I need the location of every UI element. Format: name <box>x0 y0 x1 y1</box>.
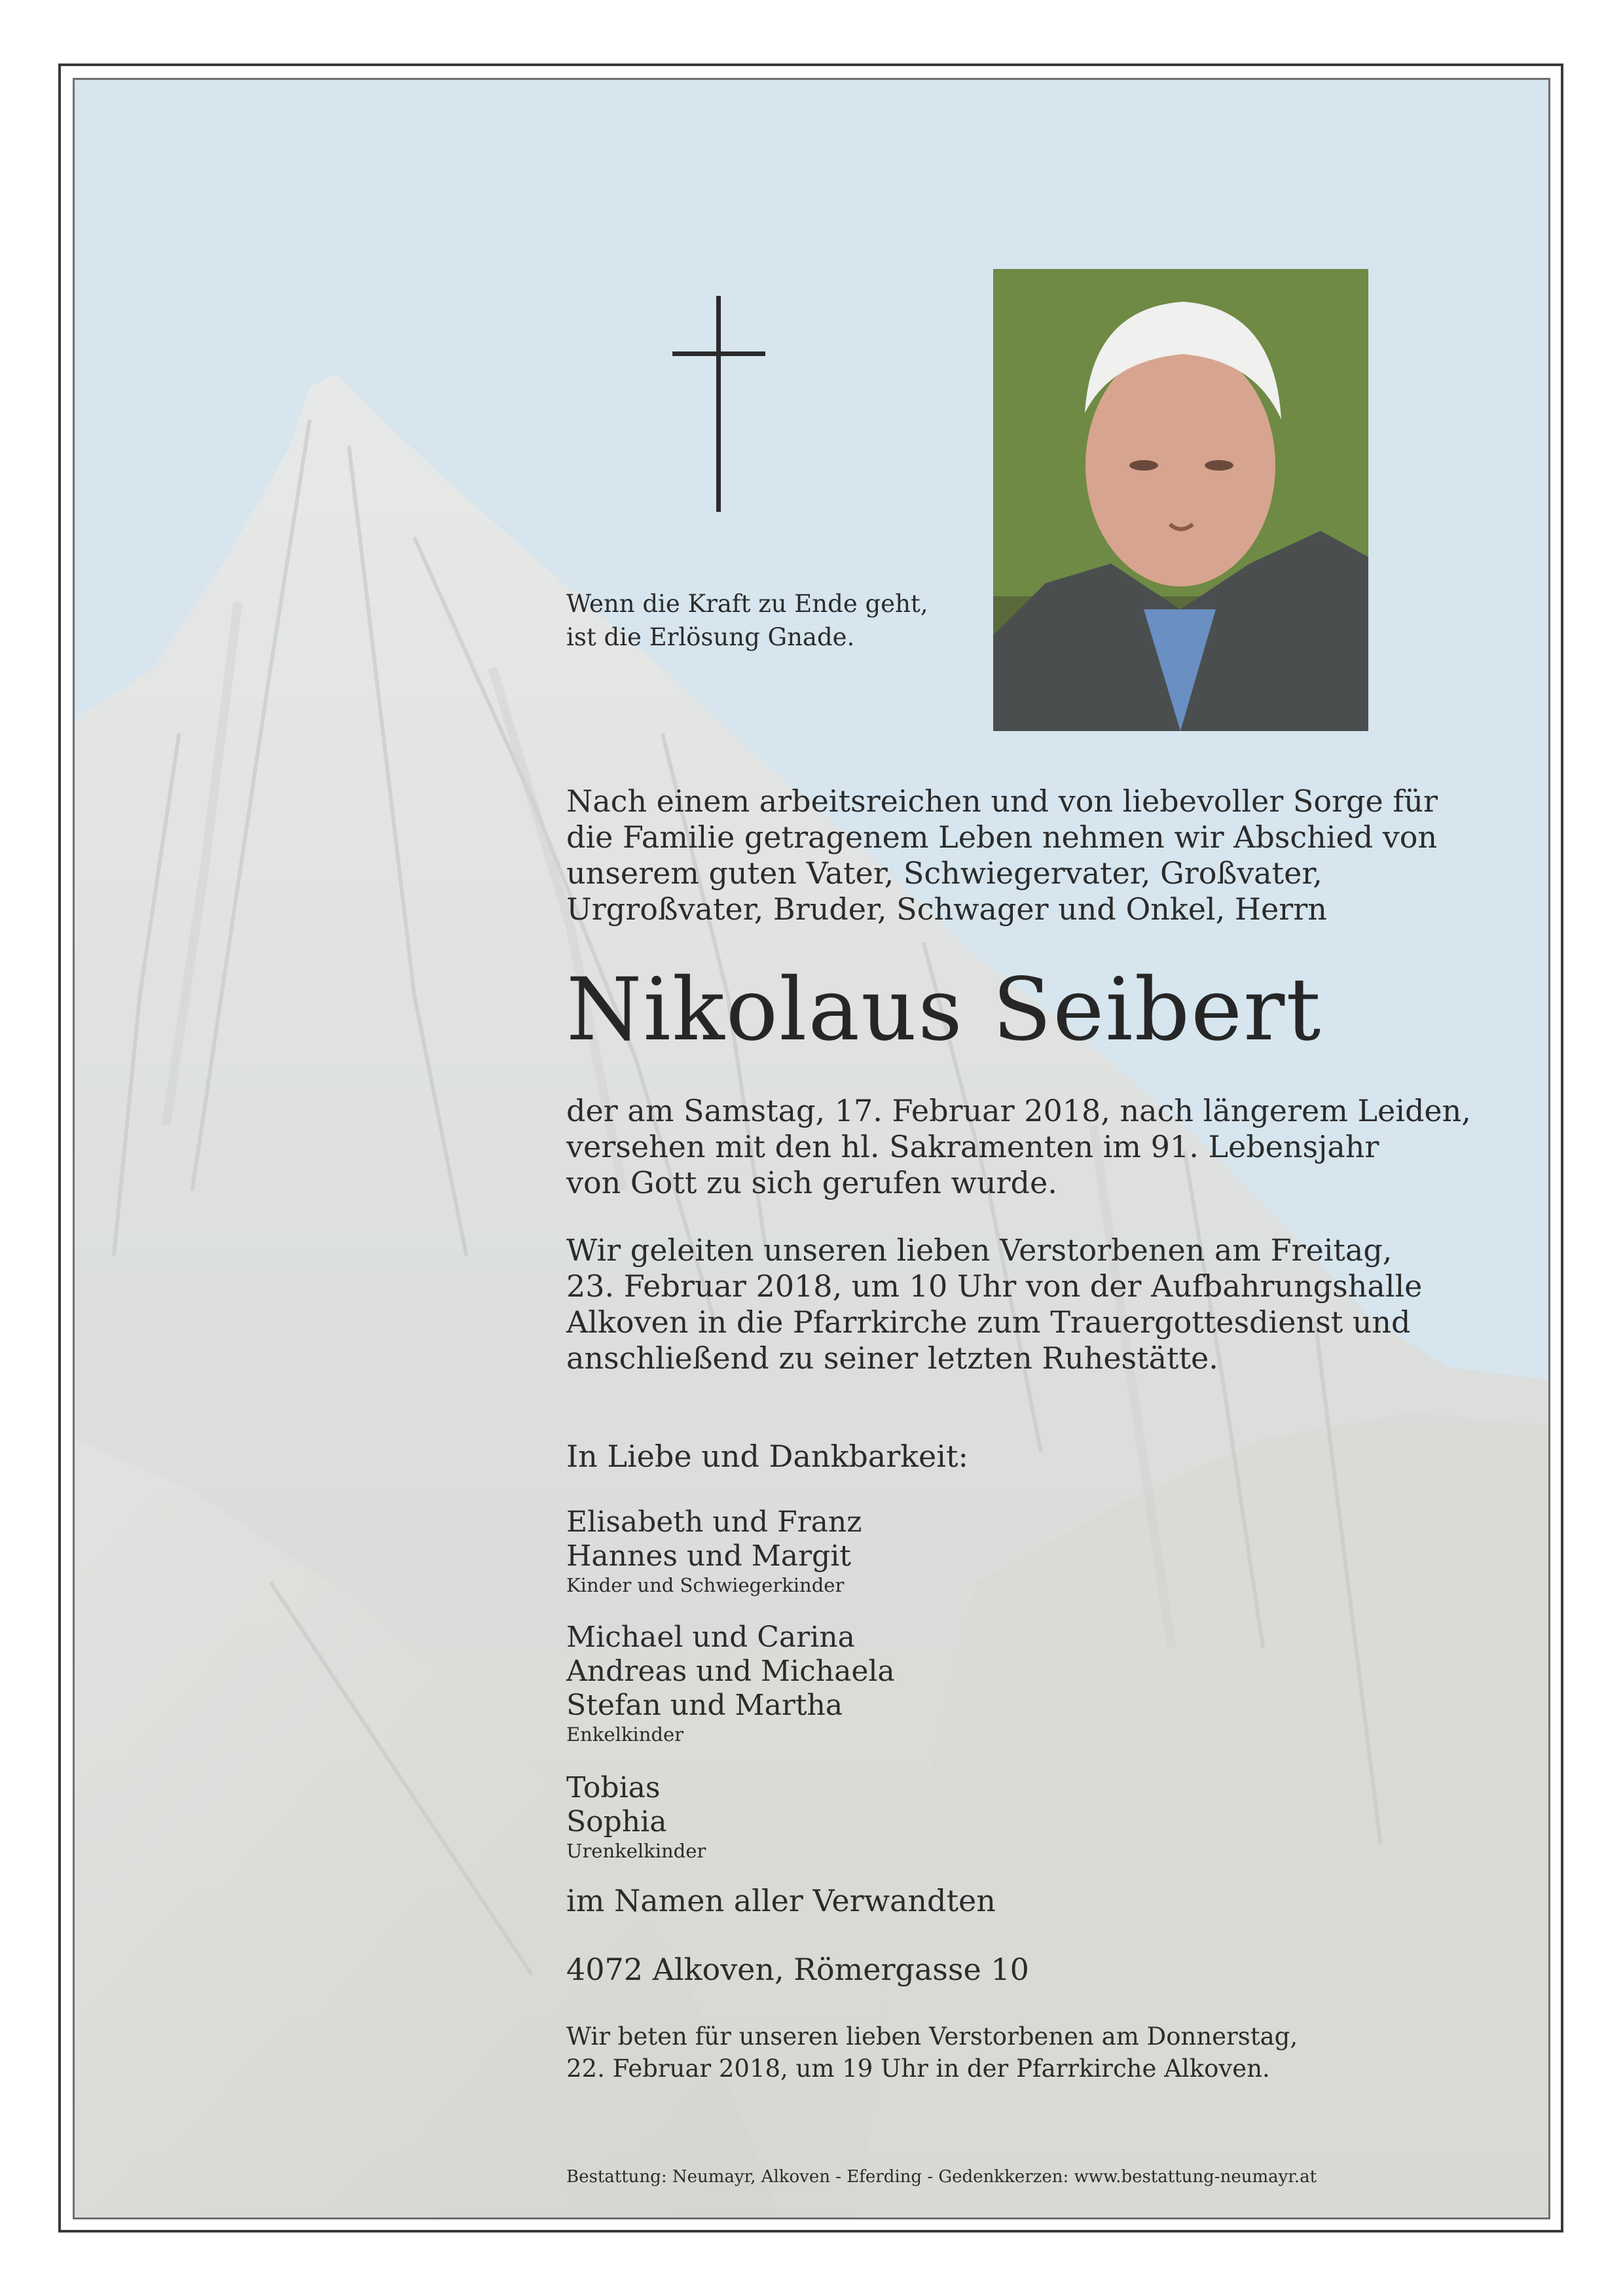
portrait-photo <box>993 269 1368 731</box>
intro-line: Nach einem arbeitsreichen und von liebevoller Sorge für <box>566 783 1438 819</box>
mourner-names: Tobias <box>566 1771 661 1804</box>
prayer-line: 22. Februar 2018, um 19 Uhr in der Pfarrkirche Alkoven. <box>566 2054 1270 2083</box>
mourner-relation: Urenkelkinder <box>566 1840 706 1862</box>
motto-line: ist die Erlösung Gnade. <box>566 623 855 651</box>
intro-line: Urgroßvater, Bruder, Schwager und Onkel, Herrn <box>566 891 1327 927</box>
intro-paragraph <box>566 783 1483 927</box>
intro-line: die Familie getragenem Leben nehmen wir Abschied von <box>566 819 1438 855</box>
mourner-relation: Enkelkinder <box>566 1723 684 1746</box>
funeral-line: Wir geleiten unseren lieben Verstorbenen am Freitag, <box>566 1232 1393 1268</box>
mourner-names: Hannes und Margit <box>566 1539 851 1573</box>
intro-line: unserem guten Vater, Schwiegervater, Großvater, <box>566 855 1322 891</box>
address-line: 4072 Alkoven, Römergasse 10 <box>566 1952 1029 1987</box>
funeral-line: Alkoven in die Pfarrkirche zum Trauergottesdienst und <box>566 1304 1411 1340</box>
passing-line: der am Samstag, 17. Februar 2018, nach längerem Leiden, <box>566 1093 1471 1128</box>
funeral-line: 23. Februar 2018, um 10 Uhr von der Aufbahrungshalle <box>566 1268 1423 1304</box>
undertaker-footer: Bestattung: Neumayr, Alkoven - Eferding - Gedenkkerzen: www.bestattung-neumayr.at <box>566 2167 1317 2187</box>
mourner-names: Michael und Carina <box>566 1621 855 1654</box>
mourner-names: Sophia <box>566 1805 667 1839</box>
prayer-paragraph <box>566 2020 1385 2085</box>
motto-line: Wenn die Kraft zu Ende geht, <box>566 590 928 618</box>
mourner-names: Stefan und Martha <box>566 1689 843 1722</box>
mourner-names: Elisabeth und Franz <box>566 1505 862 1539</box>
dedication-line: In Liebe und Dankbarkeit: <box>566 1439 968 1474</box>
motto-verse <box>566 587 1025 654</box>
mourner-group-great-grandchildren <box>566 1771 706 1863</box>
prayer-line: Wir beten für unseren lieben Verstorbenen am Donnerstag, <box>566 2022 1298 2051</box>
passing-line: versehen mit den hl. Sakramenten im 91. Lebensjahr <box>566 1129 1379 1164</box>
mourner-relation: Kinder und Schwiegerkinder <box>566 1574 845 1596</box>
cross-icon <box>672 296 765 512</box>
passing-paragraph <box>566 1093 1483 1201</box>
funeral-line: anschließend zu seiner letzten Ruhestätte. <box>566 1340 1218 1376</box>
funeral-paragraph <box>566 1232 1483 1376</box>
relatives-line: im Namen aller Verwandten <box>566 1883 996 1918</box>
mourner-group-grandchildren <box>566 1621 895 1746</box>
mourner-group-children <box>566 1505 862 1597</box>
mourner-names: Andreas und Michaela <box>566 1655 895 1688</box>
passing-line: von Gott zu sich gerufen wurde. <box>566 1165 1057 1200</box>
deceased-name: Nikolaus Seibert <box>566 960 1322 1060</box>
